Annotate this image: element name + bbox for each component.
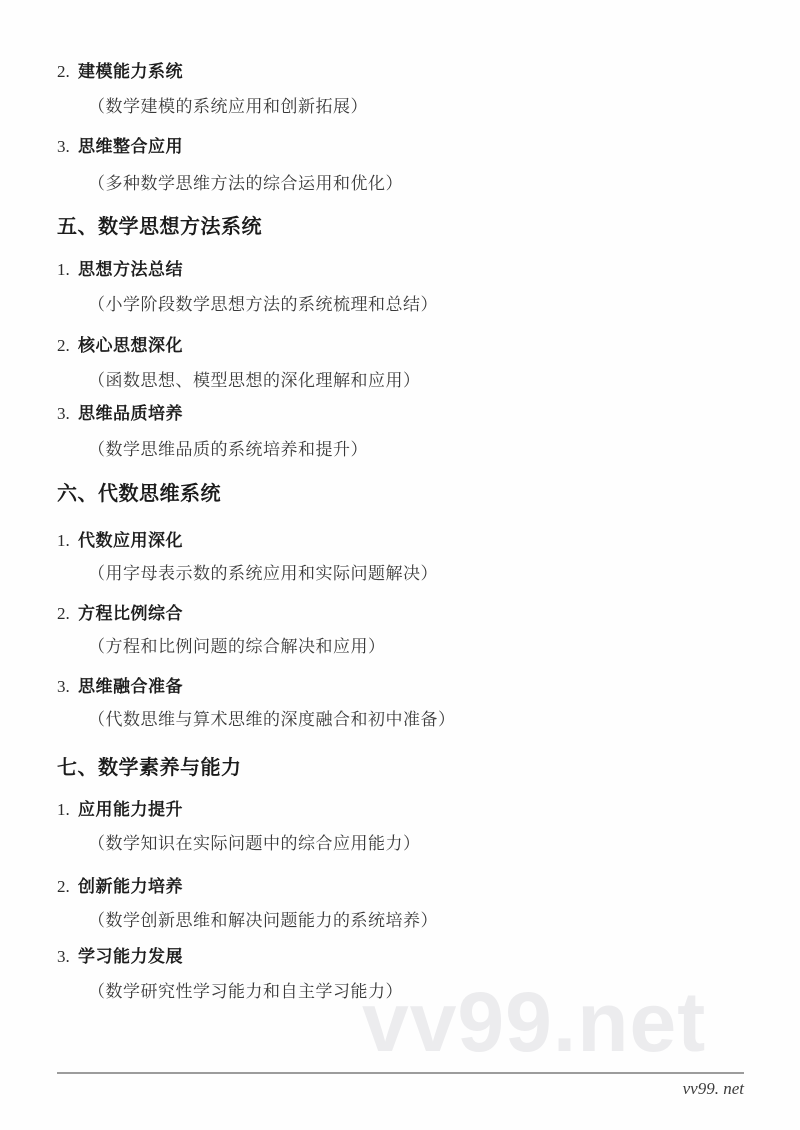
item-number: 3. [57,404,70,423]
item-title: 学习能力发展 [78,947,183,966]
item-number: 3. [57,137,70,156]
item-title: 代数应用深化 [78,531,183,550]
list-item [57,603,183,625]
item-description: （方程和比例问题的综合解决和应用） [88,637,386,656]
item-title: 思维融合准备 [78,677,183,696]
item-description: （数学思维品质的系统培养和提升） [88,440,368,459]
item-number: 1. [57,531,70,550]
list-item [57,403,183,425]
footer-divider [57,1072,744,1074]
item-description: （数学知识在实际问题中的综合应用能力） [88,834,421,853]
list-item [57,876,183,898]
list-item [57,259,183,281]
item-description: （代数思维与算术思维的深度融合和初中准备） [88,710,456,729]
list-item [57,946,183,968]
list-item [57,335,183,357]
section-heading: 五、数学思想方法系统 [57,216,262,238]
list-item [57,530,183,552]
item-number: 2. [57,62,70,81]
item-number: 3. [57,677,70,696]
item-title: 应用能力提升 [78,800,183,819]
list-item [57,61,183,83]
item-description: （数学研究性学习能力和自主学习能力） [88,982,403,1001]
item-title: 创新能力培养 [78,877,183,896]
item-title: 思维品质培养 [78,404,183,423]
item-title: 建模能力系统 [78,62,183,81]
item-number: 1. [57,260,70,279]
item-description: （数学建模的系统应用和创新拓展） [88,97,368,116]
item-number: 2. [57,336,70,355]
item-number: 1. [57,800,70,819]
list-item [57,676,183,698]
item-description: （数学创新思维和解决问题能力的系统培养） [88,911,438,930]
section-heading: 六、代数思维系统 [57,483,221,505]
item-title: 核心思想深化 [78,336,183,355]
item-title: 方程比例综合 [78,604,183,623]
list-item [57,799,183,821]
item-description: （函数思想、模型思想的深化理解和应用） [88,371,421,390]
item-number: 2. [57,604,70,623]
list-item [57,136,183,158]
section-heading: 七、数学素养与能力 [57,757,242,779]
item-number: 2. [57,877,70,896]
item-number: 3. [57,947,70,966]
item-description: （多种数学思维方法的综合运用和优化） [88,174,403,193]
item-title: 思想方法总结 [78,260,183,279]
item-description: （小学阶段数学思想方法的系统梳理和总结） [88,295,438,314]
site-watermark: vv99.net [362,975,707,1069]
item-description: （用字母表示数的系统应用和实际问题解决） [88,564,438,583]
item-title: 思维整合应用 [78,137,183,156]
footer-site-label: vv99. net [682,1079,744,1098]
